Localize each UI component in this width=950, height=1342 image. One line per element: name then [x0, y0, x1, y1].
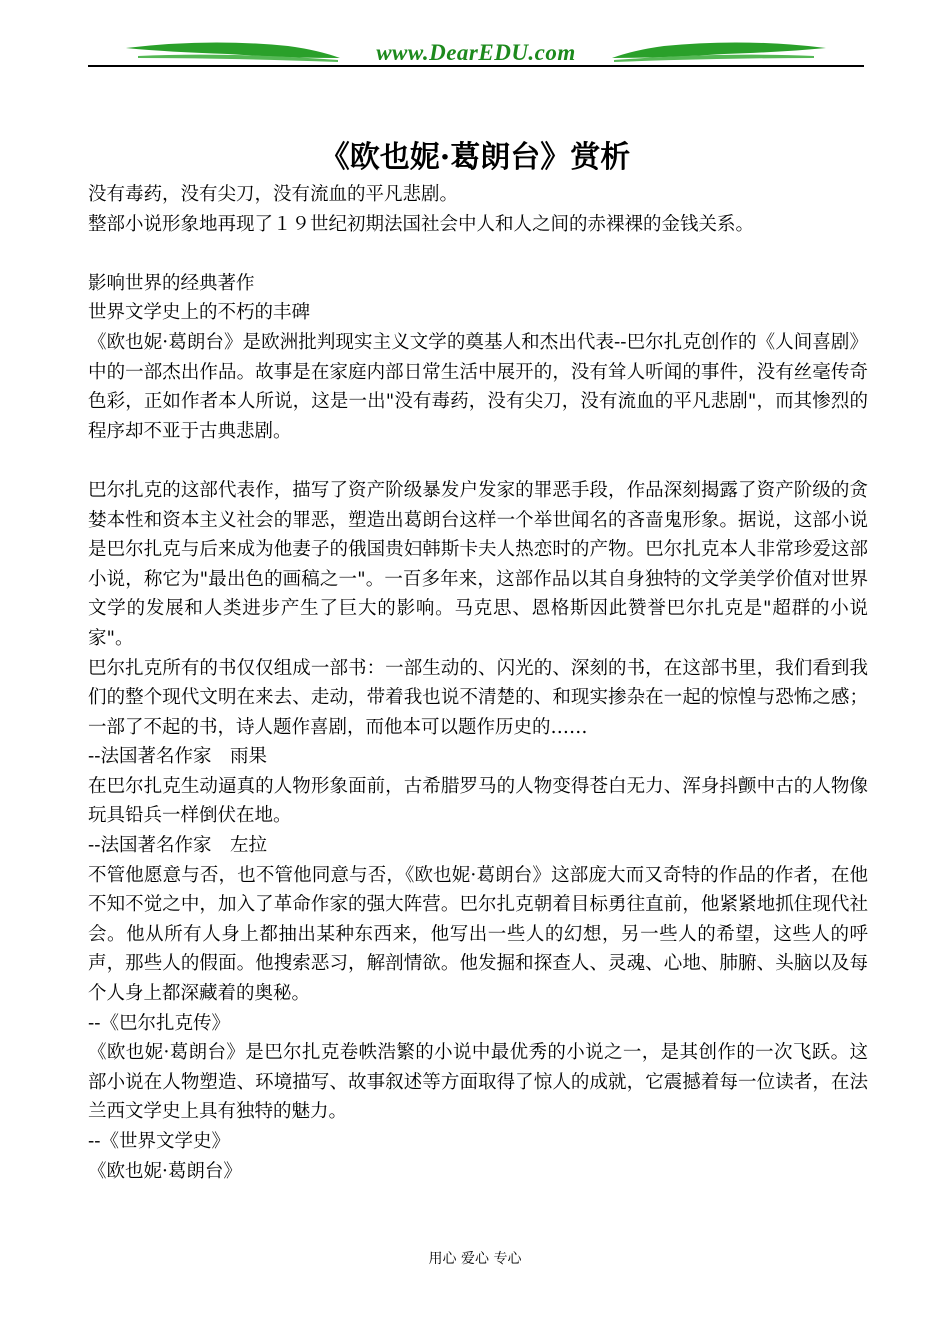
quote-attribution: --法国著名作家 左拉 [88, 835, 268, 857]
document-body [88, 180, 868, 1186]
body-line: 整部小说形象地再现了１９世纪初期法国社会中人和人之间的赤裸裸的金钱关系。 [88, 213, 755, 235]
quote-attribution: --《巴尔扎克传》 [88, 1012, 231, 1034]
body-line: 世界文学史上的不朽的丰碑 [88, 302, 311, 324]
blank-line [88, 446, 868, 476]
page-title: 《欧也妮·葛朗台》赏析 [319, 140, 631, 175]
quote-attribution: --法国著名作家 雨果 [88, 746, 268, 768]
body-paragraph: 在巴尔扎克生动逼真的人物形象面前，古希腊罗马的人物变得苍白无力、浑身抖颤中古的人物像玩具铅兵一样倒伏在地。 [88, 775, 868, 827]
blank-line [88, 239, 868, 269]
header-rule [88, 65, 864, 67]
quote-attribution: --《世界文学史》 [88, 1131, 231, 1152]
body-paragraph: 巴尔扎克的这部代表作，描写了资产阶级暴发户发家的罪恶手段，作品深刻揭露了资产阶级的贪婪本性和资本主义社会的罪恶，塑造出葛朗台这样一个举世闻名的吝啬鬼形象。据说，这部小说是巴尔扎克与后来成为他妻子的俄国贵妇韩斯卡夫人热恋时的产物。巴尔扎克本人非常珍爱这部小说，称它为"最出色的画稿之一"。一百多年来，这部作品以其自身独特的文学美学价值对世界文学的发展和人类进步产生了巨大的影响。马克思、恩格斯因此赞誉巴尔扎克是"超群的小说家"。 [88, 479, 868, 649]
body-paragraph: 《欧也妮·葛朗台》是巴尔扎克卷帙浩繁的小说中最优秀的小说之一，是其创作的一次飞跃。这部小说在人物塑造、环境描写、故事叙述等方面取得了惊人的成就，它震撼着每一位读者，在法兰西文学史上具有独特的魅力。 [88, 1042, 868, 1123]
body-line: 影响世界的经典著作 [88, 272, 255, 294]
body-paragraph: 不管他愿意与否，也不管他同意与否，《欧也妮·葛朗台》这部庞大而又奇特的作品的作者，在他不知不觉之中，加入了革命作家的强大阵营。巴尔扎克朝着目标勇往直前，他紧紧地抓住现代社会。他从所有人身上都抽出某种东西来，他写出一些人的幻想，另一些人的希望，这些人的呼声，那些人的假面。他搜索恶习，解剖情欲。他发掘和探查人、灵魂、心地、肺腑、头脑以及每个人身上都深藏着的奥秘。 [88, 864, 868, 1005]
body-line: 《欧也妮·葛朗台》 [88, 1160, 242, 1182]
body-paragraph: 巴尔扎克所有的书仅仅组成一部书：一部生动的、闪光的、深刻的书，在这部书里，我们看到我们的整个现代文明在来去、走动，带着我也说不清楚的、和现实掺杂在一起的惊惶与恐怖之感；一部了不起的书，诗人题作喜剧，而他本可以题作历史的…… [88, 657, 868, 738]
body-line: 没有毒药，没有尖刀，没有流血的平凡悲剧。 [88, 184, 459, 205]
site-logo: www.DearEDU.com [376, 40, 576, 65]
body-paragraph: 《欧也妮·葛朗台》是欧洲批判现实主义文学的奠基人和杰出代表--巴尔扎克创作的《人间喜剧》中的一部杰出作品。故事是在家庭内部日常生活中展开的，没有耸人听闻的事件，没有丝毫传奇色彩，正如作者本人所说，这是一出"没有毒药，没有尖刀，没有流血的平凡悲剧"，而其惨烈的程序却不亚于古典悲剧。 [88, 331, 868, 442]
page-footer: 用心 爱心 专心 [428, 1251, 522, 1267]
